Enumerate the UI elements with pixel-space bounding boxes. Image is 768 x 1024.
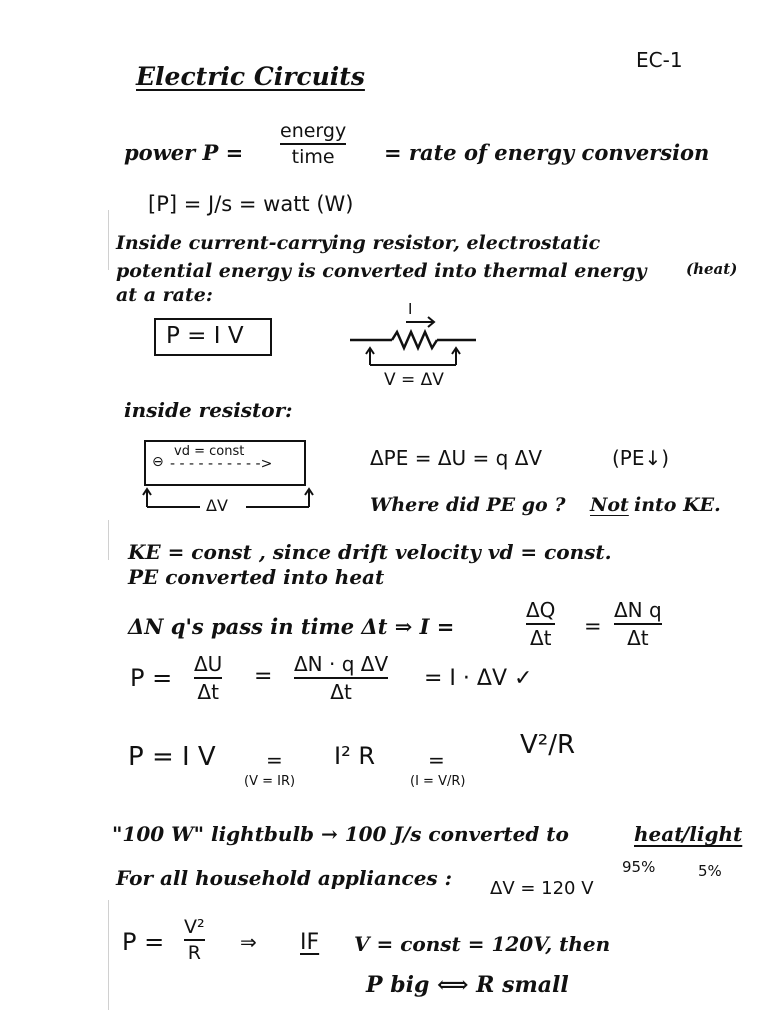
du-dt-fraction — [194, 652, 222, 704]
p-derivation-rhs: = I · ΔV ✓ — [424, 666, 533, 691]
boxed-equation-text: P = I V — [166, 323, 244, 349]
fraction-numerator: ΔQ — [526, 598, 556, 622]
fraction-denominator: Δt — [330, 680, 352, 704]
drift-arrow: - - - - - - - - - -> — [170, 456, 273, 472]
equals-sign: = — [428, 748, 445, 772]
pe-decrease-note: (PE↓) — [612, 446, 670, 470]
lightbulb-line: "100 W" lightbulb → 100 J/s converted to — [112, 822, 569, 846]
current-label: I — [408, 300, 413, 318]
pe-line: PE converted into heat — [128, 565, 385, 589]
power-def-lhs: power P = — [124, 140, 244, 165]
fraction-denominator: Δt — [627, 626, 649, 650]
fraction-denominator: Δt — [529, 626, 552, 650]
power-form-i2r: I² R — [334, 742, 376, 770]
v2-r-fraction — [184, 916, 205, 964]
pct-light: 5% — [698, 862, 722, 880]
page-id: EC-1 — [636, 48, 683, 72]
implies-arrow: ⇒ — [240, 930, 257, 954]
lightbulb-light: /light — [682, 822, 743, 846]
intro-line-3: at a rate: — [116, 284, 213, 306]
fraction-numerator: ΔU — [194, 652, 223, 676]
power-form-iv: P = I V — [128, 742, 216, 772]
fraction-denominator: R — [187, 942, 201, 964]
dnq-dt-fraction — [614, 598, 662, 650]
dnqdv-dt-fraction — [294, 652, 388, 704]
household-dv: ΔV = 120 V — [490, 878, 594, 899]
power-form-v2r: V²/R — [520, 730, 576, 760]
fraction-numerator: ΔN q — [614, 598, 662, 622]
p-derivation-lhs: P = — [130, 664, 173, 692]
intro-heat: (heat) — [686, 260, 738, 278]
where-pe-question: Where did PE go ? — [370, 494, 566, 516]
charge-symbol: ⊖ — [152, 454, 164, 470]
delta-n-line: ΔN q's pass in time Δt ⇒ I = — [128, 614, 455, 639]
drift-velocity-label: vd = const — [174, 444, 245, 459]
fraction-numerator: V² — [184, 916, 205, 938]
dq-dt-fraction — [526, 598, 555, 650]
pct-heat: 95% — [622, 858, 656, 876]
ke-line: KE = const , since drift velocity vd = const. — [128, 540, 612, 564]
fraction-denominator: time — [291, 146, 335, 168]
final-condition: V = const = 120V, then — [354, 932, 611, 956]
intro-line-1: Inside current-carrying resistor, electrostatic — [116, 232, 601, 254]
condition-i-vr: (I = V/R) — [410, 774, 466, 789]
delta-v-label: ΔV — [206, 496, 228, 515]
if-keyword: IF — [300, 930, 320, 955]
energy-equation: ΔPE = ΔU = q ΔV — [370, 446, 543, 470]
equals-sign: = — [584, 614, 602, 638]
where-pe-answer: into KE. — [634, 494, 721, 516]
fraction-numerator: ΔN · q ΔV — [294, 652, 389, 676]
lightbulb-heat: heat — [634, 822, 684, 846]
final-lhs: P = — [122, 928, 165, 956]
intro-line-2: potential energy is converted into thermal energy — [116, 260, 647, 282]
equals-sign: = — [266, 748, 283, 772]
final-result: P big ⟺ R small — [366, 972, 569, 998]
page-title: Electric Circuits — [136, 62, 365, 91]
power-units: [P] = J/s = watt (W) — [148, 192, 354, 216]
voltage-label: V = ΔV — [384, 370, 444, 390]
fraction-numerator: energy — [280, 120, 347, 142]
inside-resistor-heading: inside resistor: — [124, 398, 293, 422]
where-pe-not: Not — [590, 494, 629, 516]
equals-sign: = — [254, 664, 273, 689]
power-def-rhs: = rate of energy conversion — [384, 140, 710, 165]
fraction-denominator: Δt — [197, 680, 219, 704]
condition-v-ir: (V = IR) — [244, 774, 296, 789]
household-line: For all household appliances : — [116, 866, 453, 890]
